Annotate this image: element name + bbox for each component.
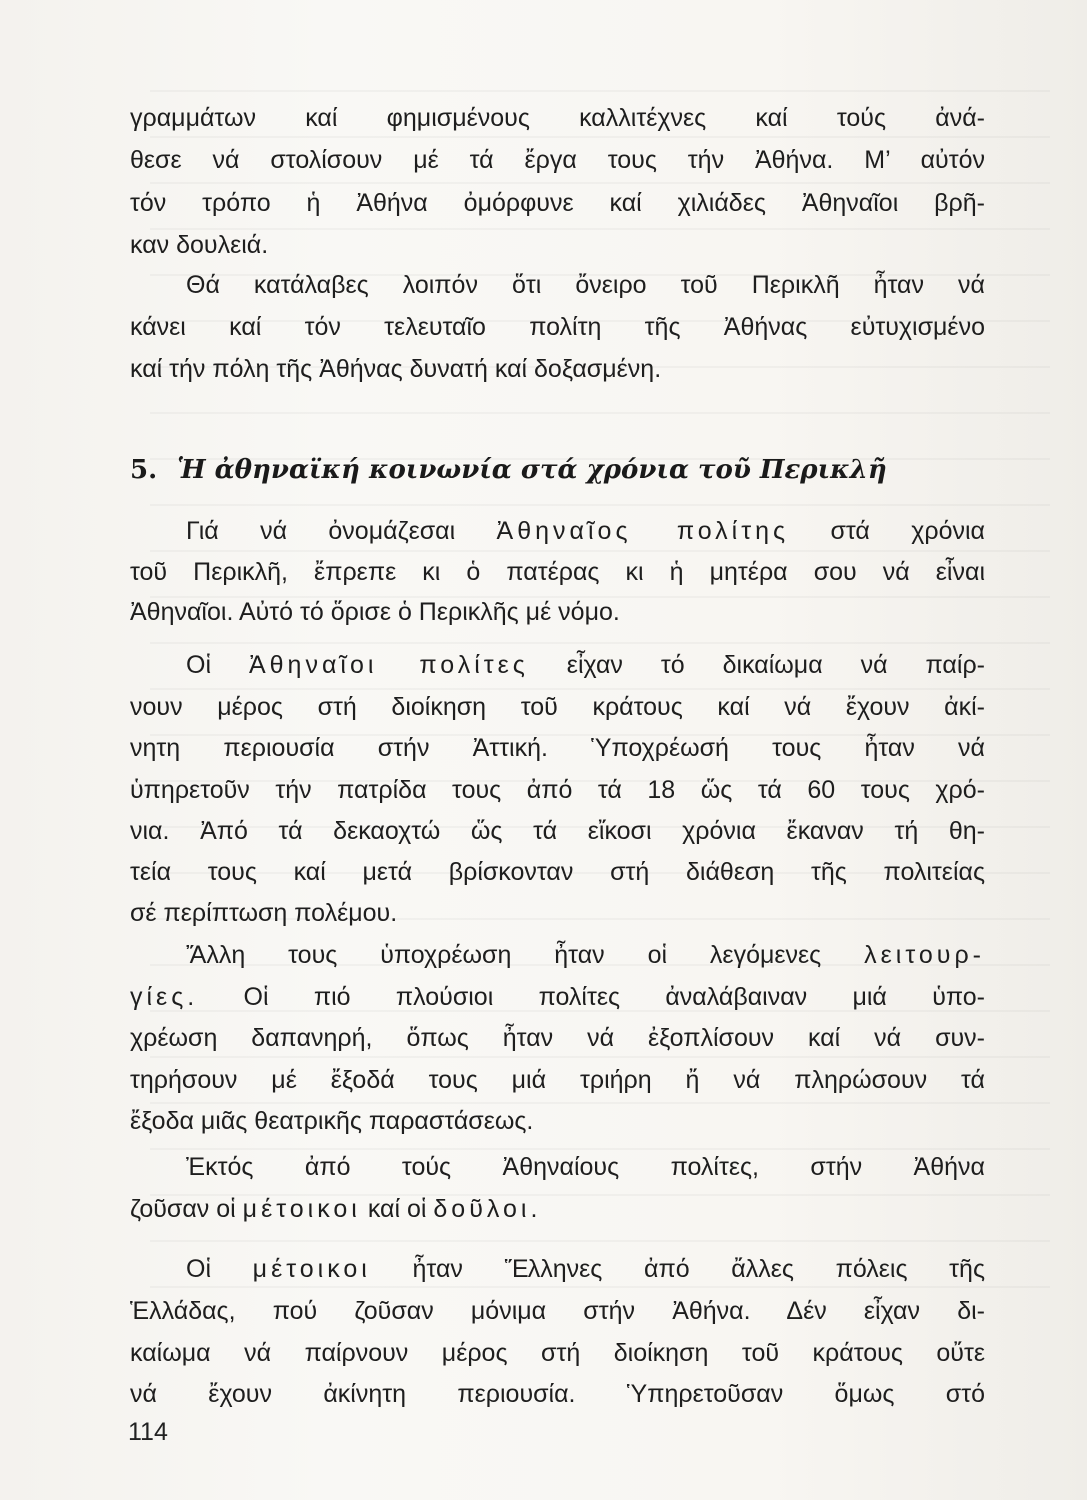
text-line: καί τήν πόλη τῆς Ἀθήνας δυνατή καί δοξασμένη. xyxy=(130,355,662,383)
section-number: 5. xyxy=(130,455,158,485)
text-run: στά χρόνια xyxy=(830,517,985,545)
text-line: Ἀθηναῖοι. Αὐτό τό ὅρισε ὁ Περικλῆς μέ νόμο. xyxy=(130,598,620,626)
text-run: ἦταν Ἕλληνες ἀπό ἄλλες πόλεις τῆς xyxy=(412,1255,986,1283)
text-run: ζοῦσαν οἱ xyxy=(130,1195,236,1223)
text-run: Οἱ xyxy=(186,651,211,679)
spaced-term: Ἀθηναῖος πολίτης xyxy=(496,517,790,545)
spaced-term: γίες. xyxy=(130,983,199,1011)
text-line: Ἐκτός ἀπό τούς Ἀθηναίους πολίτες, στήν Ἀθήνα xyxy=(186,1153,985,1181)
text-line: κάνει καί τόν τελευταῖο πολίτη τῆς Ἀθήνας εὐτυχισμένο xyxy=(130,313,985,341)
text-line: νά ἔχουν ἀκίνητη περιουσία. Ὑπηρετοῦσαν ὅμως στό xyxy=(130,1380,985,1408)
text-line: χρέωση δαπανηρή, ὅπως ἦταν νά ἐξοπλίσουν καί νά συν- xyxy=(130,1024,985,1052)
text-run: Οἱ xyxy=(186,1255,211,1283)
spaced-term: δοῦλοι. xyxy=(433,1195,542,1223)
text-line: ἔξοδα μιᾶς θεατρικῆς παραστάσεως. xyxy=(130,1107,534,1135)
spaced-term: λειτουρ- xyxy=(864,941,985,969)
text-line: Θά κατάλαβες λοιπόν ὅτι ὄνειρο τοῦ Περικλῆ ἦταν νά xyxy=(186,271,985,299)
text-run: εἶχαν τό δικαίωμα νά παίρ- xyxy=(566,651,985,679)
section-title: Ἡ ἀθηναϊκή κοινωνία στά χρόνια τοῦ Περικλῆ xyxy=(177,455,887,485)
spaced-term: μέτοικοι xyxy=(242,1195,361,1223)
text-line: ὑπηρετοῦν τήν πατρίδα τους ἀπό τά 18 ὥς τά 60 τους χρό- xyxy=(130,776,985,804)
text-line: τηρήσουν μέ ἔξοδά τους μιά τριήρη ἤ νά πληρώσουν τά xyxy=(130,1066,985,1094)
text-run: καί οἱ xyxy=(367,1195,427,1223)
text-line: νια. Ἀπό τά δεκαοχτώ ὥς τά εἴκοσι χρόνια ἔκαναν τή θη- xyxy=(130,817,985,845)
section-heading xyxy=(130,455,887,485)
page-number: 114 xyxy=(128,1418,168,1446)
text-line: τοῦ Περικλῆ, ἔπρεπε κι ὁ πατέρας κι ἡ μητέρα σου νά εἶναι xyxy=(130,558,985,586)
spaced-term: Ἀθηναῖοι πολίτες xyxy=(248,651,529,679)
text-line: τεία τους καί μετά βρίσκονταν στή διάθεση τῆς πολιτείας xyxy=(130,858,985,886)
text-line: Ἑλλάδας, πού ζοῦσαν μόνιμα στήν Ἀθήνα. Δέν εἶχαν δι- xyxy=(130,1297,985,1325)
text-line xyxy=(186,516,985,546)
text-line: θεσε νά στολίσουν μέ τά ἔργα τους τήν Ἀθήνα. Μ’ αὐτόν xyxy=(130,146,985,174)
spaced-term: μέτοικοι xyxy=(252,1255,371,1283)
text-line xyxy=(186,1254,985,1284)
text-line: σέ περίπτωση πολέμου. xyxy=(130,899,398,927)
text-line: καίωμα νά παίρνουν μέρος στή διοίκηση τοῦ κράτους οὔτε xyxy=(130,1339,985,1367)
text-line: καν δουλειά. xyxy=(130,231,269,259)
text-run: Γιά νά ὀνομάζεσαι xyxy=(186,517,456,545)
text-line: τόν τρόπο ἡ Ἀθήνα ὀμόρφυνε καί χιλιάδες Ἀθηναῖοι βρῆ- xyxy=(130,189,985,217)
text-line xyxy=(186,650,985,680)
text-line: νουν μέρος στή διοίκηση τοῦ κράτους καί νά ἔχουν ἀκί- xyxy=(130,693,985,721)
text-line: νητη περιουσία στήν Ἀττική. Ὑποχρέωσή τους ἦταν νά xyxy=(130,734,985,762)
text-line: γραμμάτων καί φημισμένους καλλιτέχνες καί τούς ἀνά- xyxy=(130,104,985,132)
text-line xyxy=(130,982,985,1012)
text-run: Οἱ πιό πλούσιοι πολίτες ἀναλάβαιναν μιά ὑπο- xyxy=(243,983,985,1011)
text-line xyxy=(186,940,985,970)
text-run: Ἄλλη τους ὑποχρέωση ἦταν οἱ λεγόμενες xyxy=(186,941,822,969)
text-line xyxy=(130,1194,985,1224)
